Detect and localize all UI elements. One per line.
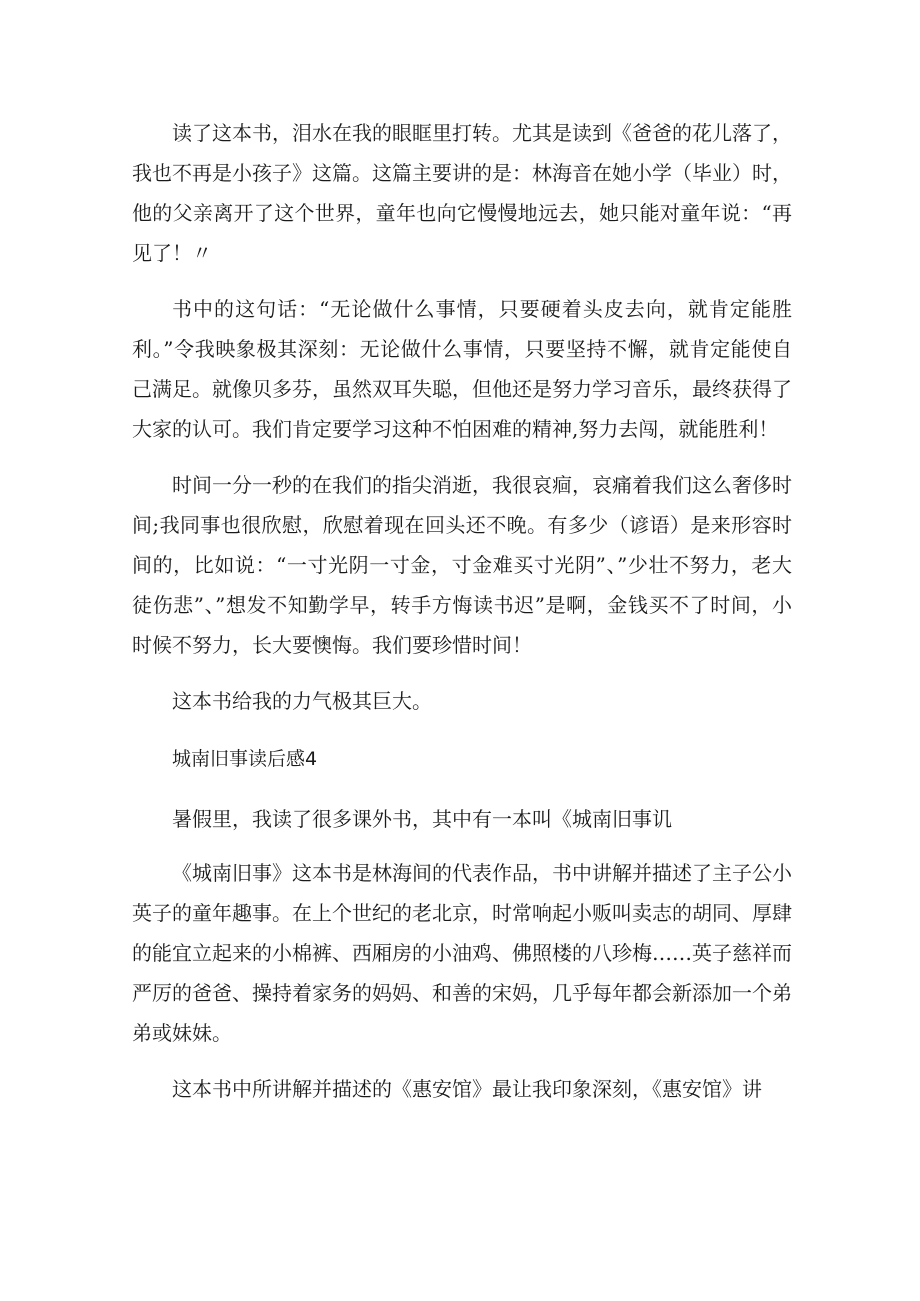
paragraph-5: 暑假里，我读了很多课外书，其中有一本叫《城南旧事讥: [172, 807, 672, 831]
paragraph-2: 书中的这句话：“无论做什么事情，只要硬着头皮去向，就肯定能胜利。”令我映象极其深刻：无论做什么事情，只要坚持不懈，就肯定能使自己满足。就像贝多芬，虽然双耳失聪，但他还是努力学习音乐，最终获得了大家的认可。我们肯定要学习这种不怕困难的精神,努力去闯，就能胜利！: [132, 297, 792, 441]
section-heading: 城南旧事读后感4: [172, 748, 318, 770]
paragraph-3: 时间一分一秒的在我们的指尖消逝，我很哀痐，哀痛着我们这么奢侈时间;我同事也很欣慰，欣慰着现在回头还不晚。有多少（谚语）是来形容时间的，比如说：“一寸光阴一寸金，寸金难买寸光阴”、”少壮不努力，老大徒伤悲”、”想发不知勤学早，转手方悔读书迟”是啊，金钱买不了时间，小时候不努力，长大要懊悔。我们要珍惜时间！: [132, 473, 792, 657]
paragraph-1: 读了这本书，泪水在我的眼眶里打转。尤其是读到《爸爸的花儿落了，我也不再是小孩子》这篇。这篇主要讲的是：林海音在她小学（毕业）时，他的父亲离开了这个世界，童年也向它慢慢地远去，她只能对童年说：“再见了！〃: [132, 121, 792, 265]
paragraph-4: 这本书给我的力气极其巨大。: [172, 689, 432, 713]
paragraph-7: 这本书中所讲解并描述的《惠安馆》最让我印象深刻，《惠安馆》讲: [172, 1077, 762, 1101]
paragraph-6: 《城南旧事》这本书是林海间的代表作品，书中讲解并描述了主子公小英子的童年趣事。在上个世纪的老北京，时常响起小贩叫卖志的胡同、厚肆的能宜立起来的小棉裤、西厢房的小油鸡、佛照楼的八珍梅……英子慈祥而严厉的爸爸、操持着家务的妈妈、和善的宋妈，几乎每年都会新添加一个弟弟或妹妹。: [132, 861, 792, 1045]
